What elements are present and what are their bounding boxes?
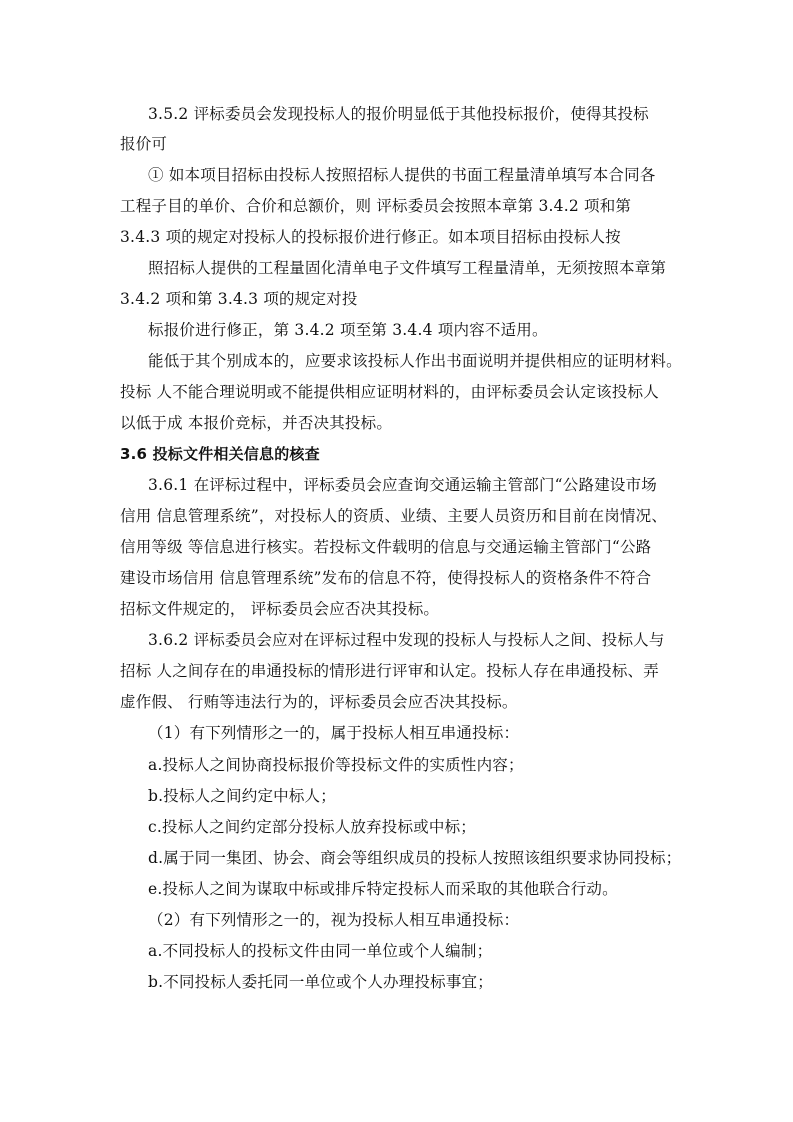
collusion-list-1-heading: （1）有下列情形之一的，属于投标人相互串通投标： [148, 724, 520, 742]
collusion-list-2-item-a: a.不同投标人的投标文件由同一单位或个人编制； [148, 942, 493, 960]
collusion-list-1-item-a: a.投标人之间协商投标报价等投标文件的实质性内容； [148, 756, 524, 774]
paragraph-3-6-1-line-3: 信用等级 等信息进行核实。若投标文件载明的信息与交通运输主管部门“公路 [120, 538, 652, 556]
paragraph-3-6-1-line-5: 招标文件规定的， 评标委员会应否决其投标。 [120, 600, 440, 618]
item-1-line-1: ① 如本项目招标由投标人按照招标人提供的书面工程量清单填写本合同各 [148, 166, 656, 184]
collusion-list-1-item-b: b.投标人之间约定中标人； [148, 787, 336, 805]
collusion-list-2-heading: （2）有下列情形之一的，视为投标人相互串通投标： [148, 911, 520, 929]
collusion-list-2-item-b: b.不同投标人委托同一单位或个人办理投标事宜； [148, 973, 493, 991]
section-3-6-heading: 3.6 投标文件相关信息的核查 [120, 445, 320, 463]
item-1-line-5: 3.4.2 项和第 3.4.3 项的规定对投 [120, 290, 358, 308]
paragraph-3-6-2-line-2: 招标 人之间存在的串通投标的情形进行评审和认定。投标人存在串通投标、弄 [120, 662, 659, 680]
cost-paragraph-line-1: 能低于其个别成本的，应要求该投标人作出书面说明并提供相应的证明材料。 [148, 352, 682, 370]
item-1-line-4: 照招标人提供的工程量固化清单电子文件填写工程量清单，无须按照本章第 [148, 259, 667, 277]
item-1-line-2: 工程子目的单价、合价和总额价，则 评标委员会按照本章第 3.4.2 项和第 [120, 197, 632, 215]
paragraph-3-6-1-line-1: 3.6.1 在评标过程中，评标委员会应查询交通运输主管部门“公路建设市场 [148, 476, 657, 494]
paragraph-3-5-2-line-2: 报价可 [120, 135, 168, 153]
paragraph-3-6-1-line-2: 信用 信息管理系统”，对投标人的资质、业绩、主要人员资历和目前在岗情况、 [120, 507, 668, 525]
collusion-list-1-item-d: d.属于同一集团、协会、商会等组织成员的投标人按照该组织要求协同投标； [148, 849, 682, 867]
cost-paragraph-line-3: 以低于成 本报价竞标，并否决其投标。 [120, 414, 393, 432]
collusion-list-1-item-c: c.投标人之间约定部分投标人放弃投标或中标； [148, 818, 477, 836]
paragraph-3-6-2-line-3: 虚作假、 行贿等违法行为的，评标委员会应否决其投标。 [120, 693, 518, 711]
item-1-line-3: 3.4.3 项的规定对投标人的投标报价进行修正。如本项目招标由投标人按 [120, 228, 621, 246]
cost-paragraph-line-2: 投标 人不能合理说明或不能提供相应证明材料的，由评标委员会认定该投标人 [120, 383, 659, 401]
item-1-line-6: 标报价进行修正，第 3.4.2 项至第 3.4.4 项内容不适用。 [148, 321, 548, 339]
paragraph-3-6-1-line-4: 建设市场信用 信息管理系统”发布的信息不符，使得投标人的资格条件不符合 [120, 569, 652, 587]
collusion-list-1-item-e: e.投标人之间为谋取中标或排斥特定投标人而采取的其他联合行动。 [148, 880, 618, 898]
paragraph-3-6-2-line-1: 3.6.2 评标委员会应对在评标过程中发现的投标人与投标人之间、投标人与 [148, 631, 665, 649]
paragraph-3-5-2-line-1: 3.5.2 评标委员会发现投标人的报价明显低于其他投标报价，使得其投标 [148, 105, 649, 123]
